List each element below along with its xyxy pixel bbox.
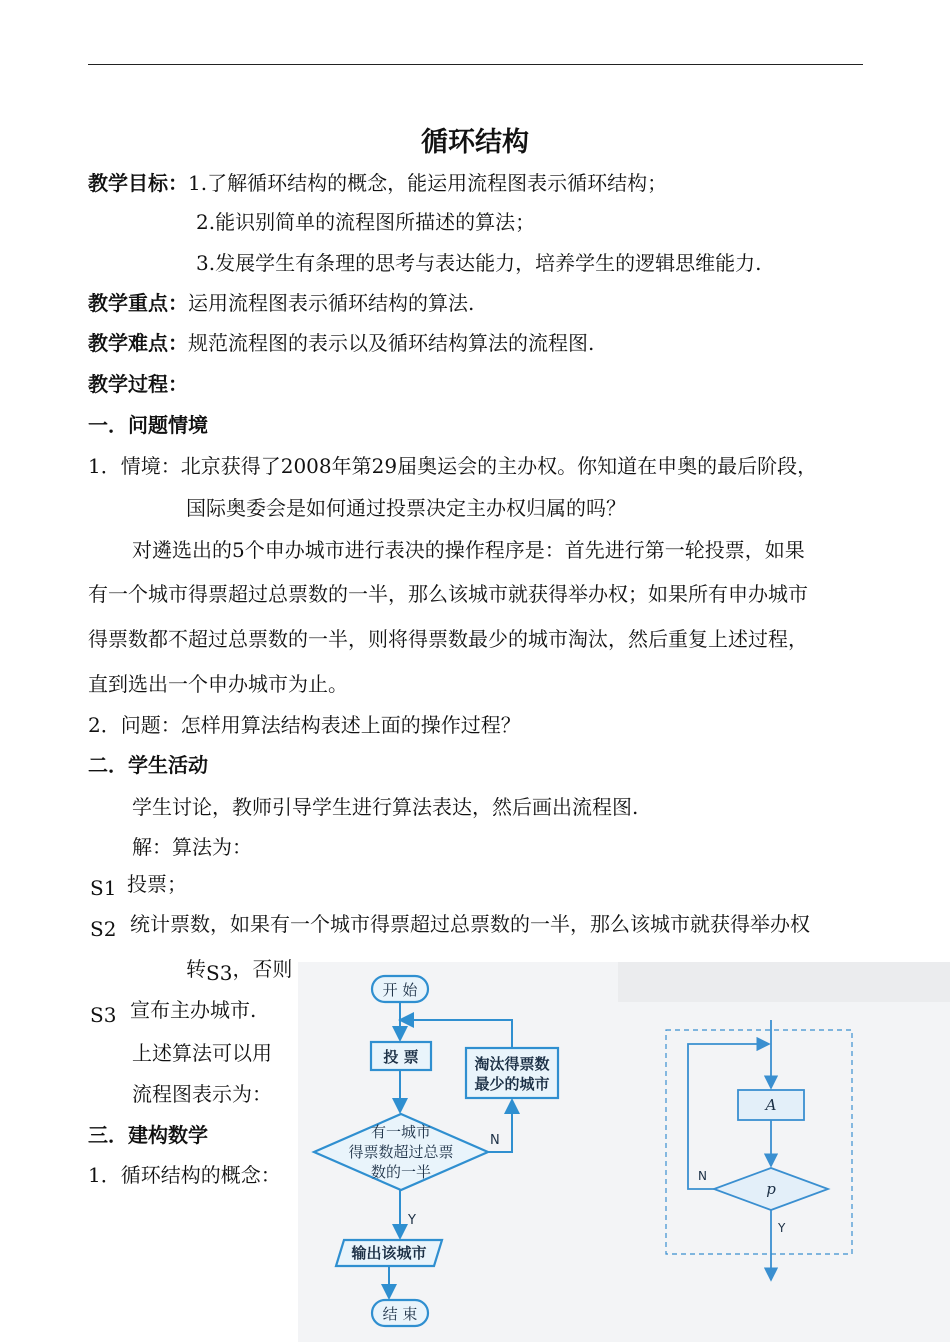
- section1-heading: 一．问题情境: [88, 413, 208, 437]
- decision-label-3: 数的一半: [370, 1163, 432, 1181]
- objectives-row: [88, 171, 667, 195]
- discussion-line: 学生讨论，教师引导学生进行算法表达，然后画出流程图.: [132, 795, 639, 819]
- solution-line: 解：算法为：: [132, 835, 252, 859]
- output-label: 输出该城市: [351, 1244, 427, 1262]
- key-point-row: [88, 291, 474, 315]
- difficulty-text: 规范流程图的表示以及循环结构算法的流程图.: [188, 331, 595, 355]
- page-title: 循环结构: [421, 127, 529, 158]
- photo-shadow: [618, 962, 950, 1002]
- step-s2-cont-a: 转: [186, 957, 206, 981]
- objective-item-2: 2.能识别简单的流程图所描述的算法；: [196, 210, 536, 234]
- process-label: 教学过程：: [88, 372, 188, 396]
- difficulty-row: [88, 331, 594, 355]
- objective-item-3: 3.发展学生有条理的思考与表达能力，培养学生的逻辑思维能力.: [196, 251, 762, 275]
- start-label: 开 始: [382, 981, 418, 999]
- header-rule: [88, 64, 863, 65]
- yes-branch-label: Y: [408, 1213, 416, 1228]
- step-s2-text: 统计票数，如果有一个城市得票超过总票数的一半，那么该城市就获得举办权: [130, 912, 810, 936]
- loop-process-label: A: [765, 1096, 777, 1114]
- loop-no-label: N: [698, 1169, 707, 1183]
- step-s1-label: S1: [90, 876, 117, 900]
- section3-heading: 三．建构数学: [88, 1123, 208, 1147]
- eliminate-label-2: 最少的城市: [474, 1075, 550, 1093]
- no-branch-label: N: [490, 1133, 500, 1148]
- loop-condition-label: p: [766, 1180, 776, 1198]
- section2-heading: 二．学生活动: [88, 753, 208, 777]
- step-s3-label: S3: [90, 1003, 117, 1027]
- eliminate-label-1: 淘汰得票数: [474, 1055, 550, 1073]
- decision-label-1: 有一城市: [370, 1123, 432, 1141]
- flowchart-figure: [298, 962, 950, 1342]
- step-s2-cont-label: S3: [206, 961, 233, 985]
- situation-line-1: 1．情境：北京获得了2008年第29届奥运会的主办权。你知道在申奥的最后阶段，: [88, 454, 818, 478]
- problem-line: 2．问题：怎样用算法结构表述上面的操作过程？: [88, 713, 521, 737]
- flowchart-svg: [298, 962, 950, 1342]
- vote-label: 投 票: [383, 1048, 419, 1066]
- situation-line-2: 国际奥委会是如何通过投票决定主办权归属的吗？: [186, 496, 626, 520]
- difficulty-label: 教学难点：: [88, 331, 188, 355]
- objective-item-1: 1.了解循环结构的概念，能运用流程图表示循环结构；: [188, 171, 668, 195]
- paragraph-line-2: 有一个城市得票超过总票数的一半，那么该城市就获得举办权；如果所有申办城市: [88, 582, 808, 606]
- loop-yes-label: Y: [778, 1221, 786, 1235]
- objectives-label: 教学目标：: [88, 171, 188, 195]
- key-point-label: 教学重点：: [88, 291, 188, 315]
- loop-concept-line: 1．循环结构的概念：: [88, 1163, 281, 1187]
- end-label: 结 束: [382, 1305, 418, 1323]
- step-s2-label: S2: [90, 917, 117, 941]
- step-s2-cont-b: ，否则: [232, 957, 293, 981]
- paragraph-line-1: 对遴选出的5个申办城市进行表决的操作程序是：首先进行第一轮投票，如果: [132, 538, 805, 562]
- paragraph-line-4: 直到选出一个申办城市为止。: [88, 672, 348, 696]
- step-s1-text: 投票；: [127, 872, 187, 896]
- key-point-text: 运用流程图表示循环结构的算法.: [188, 291, 475, 315]
- paragraph-line-3: 得票数都不超过总票数的一半，则将得票数最少的城市淘汰，然后重复上述过程，: [88, 627, 808, 651]
- decision-label-2: 得票数超过总票: [348, 1143, 454, 1161]
- flowchart-intro-line-2: 流程图表示为：: [132, 1082, 272, 1106]
- step-s3-text: 宣布主办城市.: [130, 998, 257, 1022]
- step-s2-continuation: [186, 957, 293, 985]
- flowchart-intro-line-1: 上述算法可以用: [132, 1041, 272, 1065]
